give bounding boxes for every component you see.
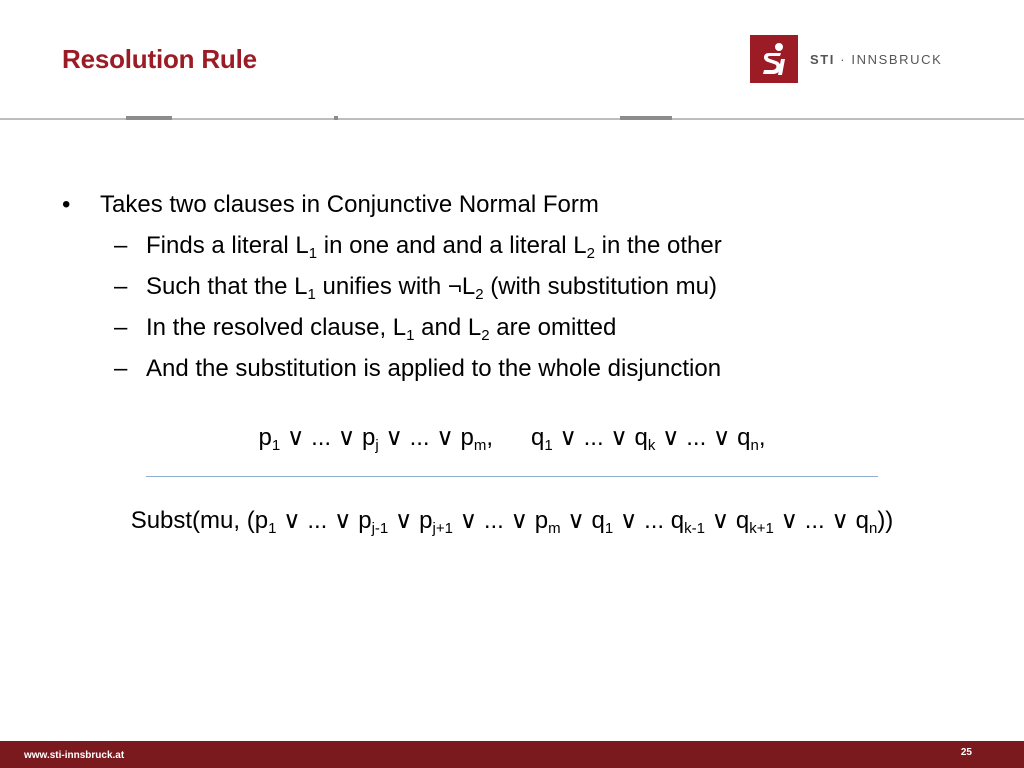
text-run: are omitted — [489, 314, 617, 341]
text-run: in one and and a literal L — [317, 232, 587, 259]
bullet-text — [146, 225, 722, 266]
text-run: ∨ q — [704, 507, 750, 534]
sub-bullet-item — [0, 307, 1024, 348]
bullet-marker: – — [114, 273, 128, 300]
bullet-text — [146, 348, 721, 389]
text-run: ∨ ... ∨ p — [280, 424, 376, 451]
subscript: j — [375, 437, 379, 454]
sub-bullet-item — [0, 348, 1024, 389]
subscript: k — [647, 437, 656, 454]
text-run: ∨ ... ∨ q — [773, 507, 869, 534]
header-rule-accent — [334, 116, 338, 120]
subscript: m — [548, 520, 561, 537]
logo-separator: · — [840, 51, 847, 67]
subscript: 1 — [268, 520, 277, 537]
bullet-marker: – — [114, 314, 128, 341]
slide-title: Resolution Rule — [62, 44, 257, 74]
footer-bar — [0, 741, 1024, 768]
text-run: (with substitution mu) — [483, 273, 717, 300]
bullet-text — [100, 184, 599, 225]
formula-clause-p — [258, 424, 493, 454]
text-run: And the substitution is applied to the whole disjunction — [146, 355, 722, 382]
logo-name: INNSBRUCK — [851, 51, 943, 67]
text-run: ∨ ... ∨ p — [452, 507, 549, 534]
bullet-item — [0, 184, 1024, 225]
text-run: ∨ p — [388, 507, 433, 534]
text-run: )) — [877, 507, 894, 534]
subscript: 1 — [271, 437, 281, 454]
text-run: ∨ ... ∨ p — [276, 507, 372, 534]
subscript: 2 — [475, 286, 484, 303]
text-run: ∨ ... q — [613, 507, 685, 534]
formula-clause-q — [531, 424, 766, 454]
text-run: q — [531, 424, 545, 451]
logo-brand: STI — [810, 51, 836, 67]
subscript: n — [750, 437, 759, 454]
text-run: Subst(mu, (p — [130, 507, 269, 534]
sti-logo-icon — [750, 35, 798, 83]
text-run: ∨ ... ∨ q — [655, 424, 751, 451]
text-run: Takes two clauses in Conjunctive Normal Form — [100, 191, 599, 218]
page-number: 25 — [960, 747, 972, 758]
text-run: unifies with ¬L — [315, 273, 476, 300]
subscript: 1 — [406, 327, 415, 344]
bullet-marker: – — [114, 232, 128, 259]
sub-bullet-item — [0, 266, 1024, 307]
subscript: 1 — [544, 437, 553, 454]
header-rule-accent — [620, 116, 672, 120]
subscript: k+1 — [749, 520, 774, 537]
subscript: m — [473, 437, 487, 454]
bullet-text — [146, 307, 616, 348]
subscript: j+1 — [432, 520, 453, 537]
text-run: ∨ ... ∨ p — [378, 424, 474, 451]
bullet-marker: • — [62, 191, 71, 218]
formula-resolvent — [0, 506, 1024, 535]
text-run: ∨ q — [560, 507, 605, 534]
subscript: n — [868, 520, 878, 537]
subscript: 2 — [481, 327, 490, 344]
subscript: 1 — [604, 520, 614, 537]
sti-logo-text — [810, 52, 942, 67]
text-run: , — [486, 424, 493, 451]
subscript: 1 — [308, 245, 318, 262]
sub-bullet-item — [0, 225, 1024, 266]
subscript: j-1 — [371, 520, 389, 537]
formula-premises — [0, 423, 1024, 452]
subscript: 2 — [586, 245, 595, 262]
formula-divider — [146, 476, 878, 477]
text-run: In the resolved clause, L — [146, 314, 407, 341]
bullet-marker: – — [114, 355, 128, 382]
bullet-list — [0, 184, 1024, 389]
bullet-text — [146, 266, 717, 307]
text-run: , — [758, 424, 766, 451]
subscript: k-1 — [684, 520, 705, 537]
text-run: Finds a literal L — [146, 232, 309, 259]
text-run: p — [258, 424, 272, 451]
text-run: Such that the L — [146, 273, 308, 300]
header-rule-accent — [126, 116, 172, 120]
text-run: and L — [414, 314, 482, 341]
sti-logo — [750, 34, 942, 84]
text-run: ∨ ... ∨ q — [552, 424, 648, 451]
subscript: 1 — [307, 286, 316, 303]
footer-url-link[interactable]: www.sti-innsbruck.at — [24, 750, 125, 761]
text-run: in the other — [594, 232, 722, 259]
